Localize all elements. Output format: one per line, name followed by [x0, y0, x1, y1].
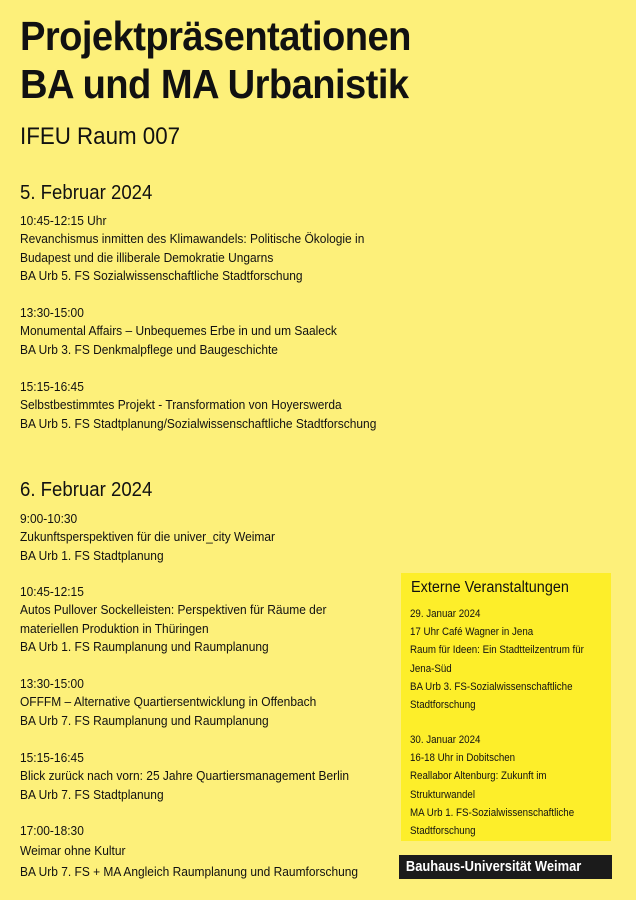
title-line-2: BA und MA Urbanistik: [20, 61, 409, 107]
external-event-line: 30. Januar 2024: [410, 734, 481, 746]
event-line: Weimar ohne Kultur: [20, 843, 126, 859]
event-time: 17:00-18:30: [20, 823, 84, 838]
title-line-1: Projektpräsentationen: [20, 13, 411, 59]
event-day2-3: [20, 675, 316, 730]
external-events-title: Externe Veranstaltungen: [411, 579, 569, 596]
university-logo: [399, 855, 612, 879]
event-time: 13:30-15:00: [20, 305, 84, 320]
room-subtitle: IFEU Raum 007: [20, 123, 181, 150]
day-heading-1: 5. Februar 2024: [20, 182, 153, 204]
external-event-line: BA Urb 3. FS-Sozialwissenschaftliche: [410, 680, 573, 693]
day-heading-2: 6. Februar 2024: [20, 479, 153, 501]
external-event-line: Jena-Süd: [410, 662, 452, 675]
external-event-line: Raum für Ideen: Ein Stadtteilzentrum für: [410, 644, 584, 657]
event-line: BA Urb 5. FS Sozialwissenschaftliche Stadtforschung: [20, 268, 303, 284]
event-day2-1: [20, 510, 275, 565]
event-line: BA Urb 5. FS Stadtplanung/Sozialwissenschaftliche Stadtforschung: [20, 415, 377, 431]
event-day1-1: [20, 212, 364, 286]
external-event-line: 16-18 Uhr in Dobitschen: [410, 752, 516, 765]
event-line: Monumental Affairs – Unbequemes Erbe in und um Saaleck: [20, 323, 337, 339]
event-line: Autos Pullover Sockelleisten: Perspektiven für Räume der: [20, 602, 327, 618]
event-line: BA Urb 1. FS Raumplanung und Raumplanung: [20, 639, 269, 655]
event-day2-4: [20, 749, 349, 804]
event-day2-5: [20, 822, 358, 881]
external-event-2: [410, 731, 574, 840]
event-time: 10:45-12:15: [20, 584, 84, 599]
external-event-line: Strukturwandel: [410, 788, 476, 801]
external-event-line: Reallabor Altenburg: Zukunft im: [410, 770, 547, 783]
event-line: BA Urb 7. FS Raumplanung und Raumplanung: [20, 712, 269, 728]
page-title: [20, 12, 411, 108]
event-time: 13:30-15:00: [20, 676, 84, 691]
event-line: Zukunftsperspektiven für die univer_city Weimar: [20, 529, 276, 545]
event-day1-3: [20, 378, 376, 433]
event-line: Revanchismus inmitten des Klimawandels: Politische Ökologie in: [20, 231, 365, 247]
event-time: 9:00-10:30: [20, 511, 78, 526]
external-event-line: Stadtforschung: [410, 825, 476, 838]
event-line: Blick zurück nach vorn: 25 Jahre Quartiersmanagement Berlin: [20, 768, 350, 784]
external-events-box: [401, 573, 611, 841]
event-time: 15:15-16:45: [20, 379, 84, 394]
event-line: Budapest und die illiberale Demokratie Ungarns: [20, 249, 274, 265]
event-line: BA Urb 7. FS Stadtplanung: [20, 786, 164, 802]
external-event-line: 29. Januar 2024: [410, 608, 481, 620]
event-time: 10:45-12:15 Uhr: [20, 213, 107, 228]
event-day2-2: [20, 583, 326, 657]
event-line: OFFFM – Alternative Quartiersentwicklung in Offenbach: [20, 694, 317, 710]
external-event-line: 17 Uhr Café Wagner in Jena: [410, 626, 534, 639]
event-line: Selbstbestimmtes Projekt - Transformation von Hoyerswerda: [20, 397, 342, 413]
external-event-1: [410, 605, 584, 714]
event-line: BA Urb 1. FS Stadtplanung: [20, 547, 164, 563]
event-line: BA Urb 7. FS + MA Angleich Raumplanung und Raumforschung: [20, 863, 359, 879]
event-day1-2: [20, 304, 337, 359]
event-line: materiellen Produktion in Thüringen: [20, 620, 209, 636]
event-line: BA Urb 3. FS Denkmalpflege und Baugeschichte: [20, 341, 278, 357]
external-event-line: MA Urb 1. FS-Sozialwissenschaftliche: [410, 806, 575, 819]
event-time: 15:15-16:45: [20, 750, 84, 765]
university-logo-text: Bauhaus-Universität Weimar: [405, 858, 582, 875]
external-event-line: Stadtforschung: [410, 699, 476, 712]
